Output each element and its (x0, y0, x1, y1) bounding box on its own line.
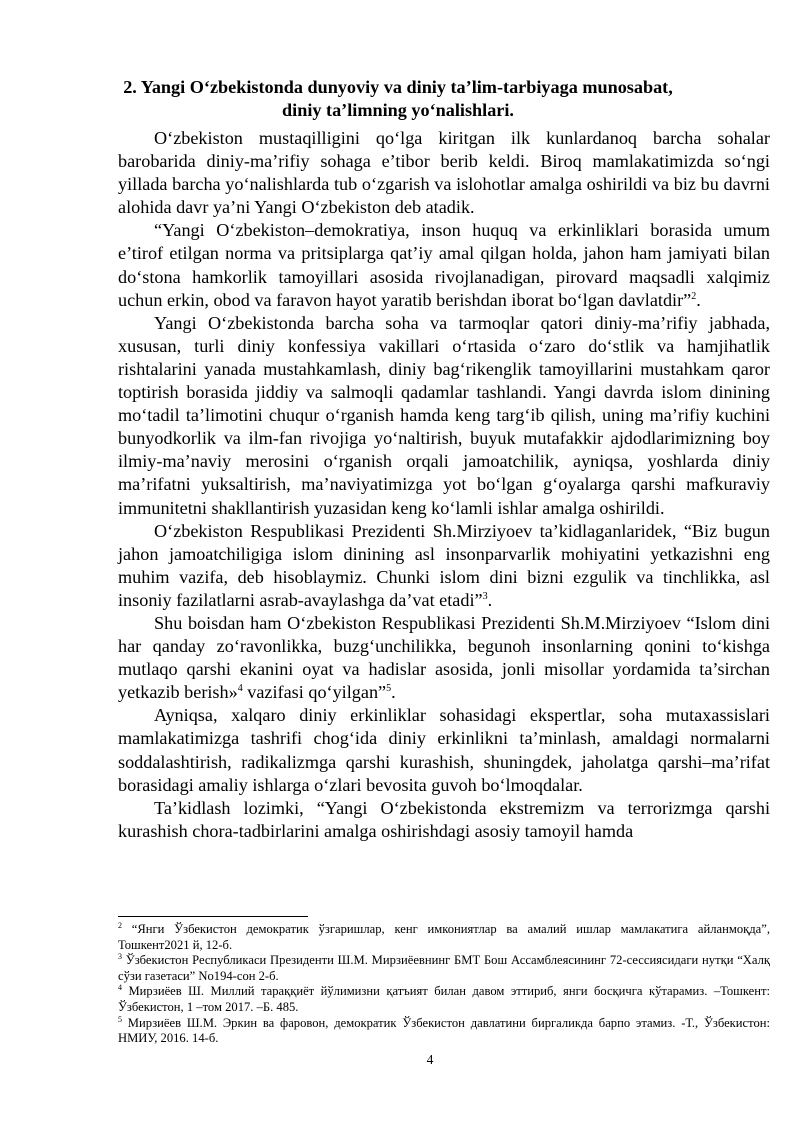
heading-line-2: diniy ta’limning yo‘nalishlari. (282, 100, 514, 120)
footnote-text: “Янги Ўзбекистон демократик ўзгаришлар, кенг имкониятлар ва амалий ишлар мамлакатига айланмоқда”, Тошкент2021 й, 12-б. (118, 922, 770, 952)
paragraph-5 (118, 612, 770, 704)
footnote-4 (118, 984, 770, 1015)
footnote-5 (118, 1016, 770, 1047)
body-text (118, 127, 770, 843)
paragraph-text: Ayniqsa, xalqaro diniy erkinliklar sohasidagi ekspertlar, soha mutaxassislari mamlakatimizga tashrifi chog‘ida diniy erkinlikni ta’minlash, amaldagi normalarni soddalashtirish, radikalizmga qarshi kurashish, shuningdek, jaholatga qarshi–ma’rifat borasidagi amaliy ishlarga o‘zlari bevosita guvoh bo‘lmoqdalar. (118, 705, 770, 795)
footnote-ref: 5 (386, 683, 392, 695)
paragraph-text: Yangi O‘zbekistonda barcha soha va tarmoqlar qatori diniy-ma’rifiy jabhada, xususan, turli diniy konfessiya vakillari o‘rtasida o‘zaro do‘stlik va hamjihatlik rishtalarini yanada mustahkamlash, diniy bag‘rikenglik tamoyillarini mustahkam qaror toptirish borasida jiddiy va salmoqli qadamlar tashlandi. Yangi davrda islom dinining mo‘tadil ta’limotini chuqur o‘rganish hamda keng targ‘ib qilish, uning ma’rifiy kuchini bunyodkorlik va ilm-fan rivojiga yo‘naltirish, buyuk mutafakkir ajdodlarimizning boy ilmiy-ma’naviy merosini o‘rganish orqali jamoatchilik, ayniqsa, yoshlarda diniy ma’rifatni yuksaltirish, ma’naviyatimizga yot bo‘lgan g‘oyalarga qarshi mafkuraviy immunitetni shakllantirish yuzasidan keng ko‘lamli ishlar amalga oshirildi. (118, 312, 770, 518)
paragraph-text: O‘zbekiston mustaqilligini qo‘lga kiritgan ilk kunlardanoq barcha sohalar barobarida diniy-ma’rifiy sohaga e’tibor berib keldi. Biroq mamlakatimizda so‘ngi yillada barcha yo‘nalishlarda tub o‘zgarish va islohotlar amalga oshirildi va biz bu davrni alohida davr ya’ni Yangi O‘zbekiston deb atadik. (118, 128, 770, 218)
paragraph-text: Shu boisdan ham O‘zbekiston Respublikasi Prezidenti Sh.M.Mirziyoev “Islom dini har qanday zo‘ravonlikka, buzg‘unchilikka, begunoh insonlarning qonini to‘kishga mutlaqo qarshi ekanini oyat va hadislar asosida, jonli misollar yordamida ta’sirchan yetkazib berish» (118, 612, 770, 703)
heading-line-1: 2. Yangi O‘zbekistonda dunyoviy va diniy ta’lim-tarbiyaga munosabat, (123, 77, 673, 97)
paragraph-tail: vazifasi qo‘yilgan” (242, 682, 387, 703)
paragraph-7 (118, 797, 770, 843)
paragraph-1 (118, 127, 770, 219)
paragraph-tail: . (696, 289, 701, 310)
footnote-number: 4 (118, 983, 122, 993)
paragraph-text: O‘zbekiston Respublikasi Prezidenti Sh.Mirziyoev ta’kidlaganlaridek, “Biz bugun jahon jamoatchiligiga islom dinining asl insonparvarlik mohiyatini yetkazishni eng muhim vazifa, deb hisoblaymiz. Chunki islom dini bizni ezgulik va tinchlikka, asl insoniy fazilatlarni asrab-avaylashga da’vat etadi” (118, 520, 770, 610)
paragraph-3 (118, 312, 770, 520)
footnote-number: 3 (118, 952, 122, 961)
footnote-3 (118, 953, 770, 984)
paragraph-tail: . (391, 682, 396, 703)
paragraph-tail: . (487, 589, 493, 610)
paragraph-2 (118, 219, 770, 311)
footnote-text: Мирзиёев Ш.М. Эркин ва фаровон, демократик Ўзбекистон давлатини биргаликда барпо этамиз. -Т., Ўзбекистон: НМИУ, 2016. 14-б. (118, 1015, 770, 1046)
section-heading (118, 76, 678, 122)
footnote-separator (118, 916, 308, 917)
footnote-ref: 2 (691, 290, 697, 302)
page-number: 4 (426, 1052, 434, 1067)
footnote-ref: 3 (482, 590, 488, 602)
paragraph-text: “Yangi O‘zbekiston–demokratiya, inson huquq va erkinliklari borasida umum e’tirof etilgan norma va pritsiplarga qat’iy amal qilgan holda, jahon ham jamiyati bilan do‘stona hamkorlik tamoyillari asosida rivojlanadigan, pirovard maqsadli xalqimiz uchun erkin, obod va faravon hayot yaratib berishdan iborat bo‘lgan davlatdir” (118, 220, 770, 310)
paragraph-6 (118, 704, 770, 796)
footnote-2 (118, 922, 770, 953)
paragraph-text: Ta’kidlash lozimki, “Yangi O‘zbekistonda ekstremizm va terrorizmga qarshi kurashish chora-tadbirlarini amalga oshirishdagi asosiy tamoyil hamda (118, 797, 770, 841)
paragraph-4 (118, 520, 770, 612)
footnote-text: Ўзбекистон Республикаси Президенти Ш.М. Мирзиёевнинг БМТ Бош Ассамблеясининг 72-сессиясидаги нутқи “Халқ сўзи газетаси” No194-сон 2-б. (118, 953, 770, 983)
footnote-number: 2 (118, 920, 122, 930)
footnote-number: 5 (118, 1014, 122, 1024)
footnote-ref: 4 (237, 683, 243, 695)
footnotes (118, 922, 770, 1047)
footnote-text: Мирзиёев Ш. Миллий тараққиёт йўлимизни қатъият билан давом эттириб, янги босқичга кўтарамиз. –Тошкент: Ўзбекистон, 1 –том 2017. –Б. 485. (118, 984, 770, 1014)
